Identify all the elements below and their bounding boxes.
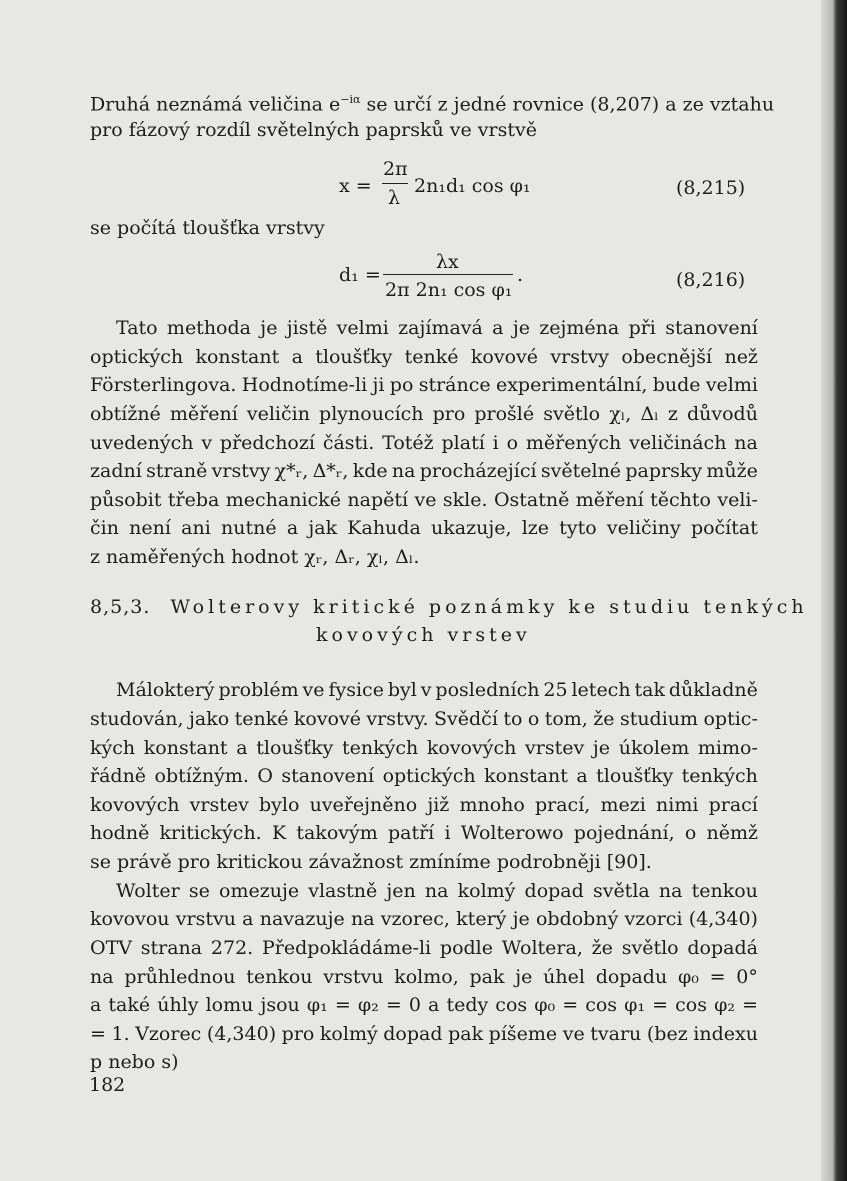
word: kovových — [426, 737, 517, 759]
word: Wolterowo — [460, 822, 564, 844]
word: vlastně — [308, 880, 378, 902]
word: kritických. — [159, 822, 262, 844]
word: třeba — [167, 489, 220, 511]
word: je — [260, 317, 278, 339]
p3-line — [90, 903, 758, 935]
word: němž — [706, 822, 758, 844]
word: a — [286, 517, 299, 539]
word: a — [492, 317, 504, 339]
word: mnoho — [459, 794, 525, 816]
section-number: 8,5,3. — [90, 596, 151, 618]
word: tloušťky — [596, 765, 674, 787]
word: konstant — [195, 346, 280, 368]
word: K — [271, 822, 287, 844]
word: kovovou — [90, 908, 170, 930]
word: vrstvy — [550, 346, 610, 368]
word: veli- — [717, 489, 758, 511]
word: posledních — [435, 679, 540, 701]
word: χₗ, — [609, 403, 632, 425]
word: indexu — [693, 1023, 758, 1045]
word: 0 — [408, 994, 421, 1016]
word: kých — [90, 737, 136, 759]
word: omezuje — [219, 880, 300, 902]
word: = — [742, 994, 758, 1016]
word: platí — [441, 432, 485, 454]
word: plynoucích — [319, 403, 424, 425]
word: jsou — [260, 994, 300, 1016]
word: měření — [575, 489, 644, 511]
word: vzorci — [624, 908, 683, 930]
word: Wolter — [116, 880, 180, 902]
word: Hodnotíme-li — [241, 374, 368, 396]
word: jako — [188, 708, 230, 730]
word: vrstvy. — [366, 708, 429, 730]
eq-8216-dot: . — [517, 264, 524, 286]
word: nimi — [656, 794, 699, 816]
eq-8216-label: (8,216) — [676, 269, 746, 291]
word: lze — [521, 517, 550, 539]
p2-line — [116, 674, 758, 706]
word: je — [515, 966, 533, 988]
word: mezi — [600, 794, 646, 816]
word: působit — [90, 489, 162, 511]
word: = — [90, 1023, 106, 1045]
word: světlo — [621, 937, 679, 959]
word: obtížné — [90, 403, 161, 425]
word: veličiny — [606, 517, 681, 539]
word: = — [652, 994, 669, 1016]
word: ukazuje, — [431, 517, 512, 539]
word: podle — [439, 937, 494, 959]
word: napětí — [347, 489, 409, 511]
word: úhel — [543, 966, 585, 988]
word: důkladně — [668, 679, 758, 701]
word: stránce — [418, 374, 491, 396]
word: dopad — [524, 880, 584, 902]
word: optic- — [703, 708, 758, 730]
word: studium — [619, 708, 699, 730]
word: jistě — [286, 317, 328, 339]
word: Tato — [116, 317, 158, 339]
word: zadní — [90, 460, 142, 482]
section-title-line-2: kovových vrstev — [316, 624, 531, 646]
word: na — [391, 460, 416, 482]
word: Předpokládáme-li — [262, 937, 432, 959]
p1-line — [90, 512, 758, 544]
word: který — [456, 908, 507, 930]
word: ani — [181, 517, 211, 539]
word: = — [334, 994, 351, 1016]
p2-line — [90, 760, 758, 792]
p1-line — [90, 369, 758, 401]
word: ji — [372, 374, 385, 396]
word: Vzorec — [135, 1023, 202, 1045]
word: po — [389, 374, 414, 396]
word: = — [709, 966, 726, 988]
word: píšeme — [488, 1023, 558, 1045]
word: vzorec, — [380, 908, 450, 930]
word: řádně — [90, 765, 147, 787]
word: kde — [352, 460, 388, 482]
word: mimo- — [697, 737, 758, 759]
word: Svědčí — [434, 708, 498, 730]
word: části. — [322, 432, 375, 454]
word: O — [257, 765, 273, 787]
word: a — [90, 994, 102, 1016]
word: (4,340) — [688, 908, 758, 930]
word: 0° — [736, 966, 758, 988]
word: patří — [387, 822, 435, 844]
word: úkolem — [618, 737, 690, 759]
word: optických — [90, 346, 184, 368]
word: měřených — [525, 432, 622, 454]
section-heading — [90, 596, 808, 618]
intro-line-2 — [90, 114, 758, 146]
word: hodně — [90, 822, 150, 844]
word: než — [724, 346, 758, 368]
word: tloušťky — [315, 346, 393, 368]
word: prací — [708, 794, 758, 816]
word: je — [592, 737, 611, 759]
word: tvaru — [590, 1023, 642, 1045]
word: obecnější — [621, 346, 713, 368]
word: ve — [414, 489, 437, 511]
thickness-line — [90, 212, 758, 244]
word: veličinách — [629, 432, 727, 454]
word: (bez — [646, 1023, 688, 1045]
p2-line: se právě pro kritickou závažnost zmíníme podrobněji [90]. — [90, 851, 652, 873]
word: těchto — [650, 489, 711, 511]
word: optických — [382, 765, 476, 787]
word: fysice — [328, 679, 384, 701]
word: jen — [386, 880, 416, 902]
p3-line — [90, 989, 758, 1021]
word: velmi — [336, 317, 389, 339]
word: strana — [140, 937, 203, 959]
word: kolmý — [457, 880, 516, 902]
word: světla — [592, 880, 650, 902]
word: tenkou — [691, 880, 758, 902]
eq-8216-denominator: 2π 2n₁ cos φ₁ — [385, 279, 513, 301]
word: zejména — [539, 317, 620, 339]
word: OTV — [90, 937, 132, 959]
word: jak — [308, 517, 338, 539]
eq-8216-fraction-bar — [383, 274, 513, 275]
intro-line-2-text: pro fázový rozdíl světelných paprsků ve vrstvě — [90, 119, 537, 141]
intro-line-1 — [90, 84, 775, 116]
word: tloušťky — [256, 737, 334, 759]
word: také — [108, 994, 151, 1016]
word: světelné — [540, 460, 622, 482]
word: tenkých — [681, 765, 758, 787]
word: takovým — [296, 822, 378, 844]
word: cos — [495, 994, 528, 1016]
word: tenkých — [341, 737, 419, 759]
word: straně — [146, 460, 208, 482]
word: φ₂ — [357, 994, 379, 1016]
p3-line — [90, 932, 758, 964]
word: může — [706, 460, 758, 482]
word: (4,340) — [206, 1023, 277, 1045]
word: tenkou — [246, 966, 313, 988]
word: dopad — [383, 1023, 443, 1045]
word: Woltera, — [501, 937, 583, 959]
word: i — [492, 432, 499, 454]
word: bude — [652, 374, 701, 396]
p2-line — [90, 817, 758, 849]
eq-8216-lhs: d₁ = — [339, 264, 381, 286]
word: prošlé — [474, 403, 535, 425]
word: to — [503, 708, 523, 730]
word: 25 — [543, 679, 568, 701]
word: obdobný — [535, 908, 619, 930]
word: je — [512, 317, 530, 339]
p1-line — [90, 398, 758, 430]
word: Ostatně — [493, 489, 570, 511]
word: pak — [448, 1023, 484, 1045]
word: experimentální, — [495, 374, 648, 396]
word: Totéž — [382, 432, 434, 454]
word: vrstev — [189, 794, 249, 816]
word: obtížným. — [154, 765, 249, 787]
p1-line — [116, 312, 758, 344]
eq-8216-numerator: λx — [436, 251, 459, 273]
word: prací, — [534, 794, 591, 816]
word: konstant — [484, 765, 568, 787]
word: φ₁ — [306, 994, 328, 1016]
word: studován, — [90, 708, 184, 730]
word: ve — [302, 679, 325, 701]
word: Δ*ᵣ, — [312, 460, 349, 482]
word: že — [593, 708, 615, 730]
p1-line: z naměřených hodnot χᵣ, Δᵣ, χₗ, Δₗ. — [90, 546, 420, 568]
word: kovové — [470, 346, 539, 368]
eq-8215-rest: 2n₁d₁ cos φ₁ — [414, 175, 531, 197]
word: vrstvu — [323, 966, 384, 988]
word: že — [591, 937, 613, 959]
word: a — [291, 346, 303, 368]
word: i — [444, 822, 451, 844]
word: důvodů — [686, 403, 758, 425]
word: χ*ᵣ, — [274, 460, 309, 482]
word: skle. — [442, 489, 488, 511]
word: uveřejněno — [309, 794, 418, 816]
section-heading-line-2 — [316, 624, 531, 646]
word: počítat — [690, 517, 758, 539]
word: a — [428, 994, 440, 1016]
word: kolmý — [319, 1023, 378, 1045]
word: na — [424, 880, 449, 902]
word: o — [506, 432, 519, 454]
p1-line — [90, 455, 758, 487]
word: 272. — [210, 937, 254, 959]
word: 1. — [111, 1023, 130, 1045]
word: navazuje — [259, 908, 345, 930]
word: lomu — [205, 994, 254, 1016]
word: vrstvy — [211, 460, 271, 482]
word: φ₀ — [677, 966, 699, 988]
word: φ₀ — [534, 994, 556, 1016]
eq-8215-fraction-bar — [382, 183, 408, 184]
word: Málokterý — [116, 679, 215, 701]
eq-8215-label: (8,215) — [676, 177, 746, 199]
page-edge-shadow — [821, 0, 847, 1181]
word: se — [188, 880, 210, 902]
word: procházející — [419, 460, 537, 482]
word: a — [242, 908, 254, 930]
word: zajímavá — [398, 317, 483, 339]
section-title-line-1: Wolterovy kritické poznámky ke studiu tenkých — [170, 596, 808, 618]
word: = — [562, 994, 579, 1016]
word: při — [628, 317, 656, 339]
word: Δₗ — [640, 403, 659, 425]
word: kolmo, — [394, 966, 459, 988]
word: průhlednou — [124, 966, 236, 988]
word: na — [658, 880, 683, 902]
word: pojednání, — [573, 822, 675, 844]
word: uvedených — [90, 432, 194, 454]
word: byl — [387, 679, 417, 701]
word: dopadu — [595, 966, 668, 988]
word: φ₁ — [624, 994, 646, 1016]
p2-line — [90, 703, 758, 735]
word: není — [129, 517, 171, 539]
word: předchozí — [219, 432, 315, 454]
word: vrstev — [525, 737, 585, 759]
word: kovových — [90, 794, 180, 816]
word: problém — [218, 679, 299, 701]
word: na — [734, 432, 758, 454]
word: pro — [281, 1023, 315, 1045]
word: pro — [432, 403, 466, 425]
word: úhly — [157, 994, 199, 1016]
word: velmi — [705, 374, 758, 396]
word: z — [667, 403, 678, 425]
word: paprsky — [625, 460, 703, 482]
word: o — [527, 708, 540, 730]
word: mechanické — [225, 489, 341, 511]
thickness-line-text: se počítá tloušťka vrstvy — [90, 217, 325, 239]
word: světlo — [543, 403, 601, 425]
word: je — [512, 908, 530, 930]
word: cos — [585, 994, 618, 1016]
word: měření — [169, 403, 238, 425]
eq-8215-denominator: λ — [388, 187, 401, 209]
word: ve — [562, 1023, 585, 1045]
word: tyto — [559, 517, 597, 539]
eq-8215-numerator: 2π — [383, 158, 408, 180]
intro-line-1-text: Druhá neznámá veličina $e^{-i\alpha}$ se určí z jedné rovnice (8,207) a ze vztahu — [90, 93, 775, 116]
word: a — [576, 765, 588, 787]
word: v — [420, 679, 432, 701]
word: φ₂ — [714, 994, 735, 1016]
p3-line: p nebo s) — [90, 1051, 179, 1073]
word: = — [385, 994, 402, 1016]
word: tak — [634, 679, 665, 701]
word: tenké — [234, 708, 289, 730]
word: veličin — [246, 403, 310, 425]
page-number: 182 — [89, 1074, 126, 1096]
word: methoda — [166, 317, 251, 339]
word: nutné — [221, 517, 277, 539]
word: na — [90, 966, 114, 988]
word: stanovení — [281, 765, 375, 787]
word: Försterlingova. — [90, 374, 237, 396]
word: v — [201, 432, 213, 454]
word: tom, — [544, 708, 588, 730]
word: bylo — [258, 794, 300, 816]
word: tenké — [404, 346, 459, 368]
word: již — [427, 794, 450, 816]
word: letech — [571, 679, 631, 701]
word: a — [236, 737, 248, 759]
word: konstant — [143, 737, 228, 759]
word: tedy — [446, 994, 489, 1016]
word: cos — [675, 994, 707, 1016]
word: pak — [469, 966, 505, 988]
word: vrstvu — [175, 908, 236, 930]
word: na — [350, 908, 375, 930]
word: kovové — [293, 708, 361, 730]
eq-8215-lhs: x = — [339, 175, 372, 197]
word: čin — [90, 517, 119, 539]
word: Kahuda — [347, 517, 421, 539]
word: dopadá — [687, 937, 758, 959]
word: stanovení — [665, 317, 758, 339]
word: o — [684, 822, 697, 844]
